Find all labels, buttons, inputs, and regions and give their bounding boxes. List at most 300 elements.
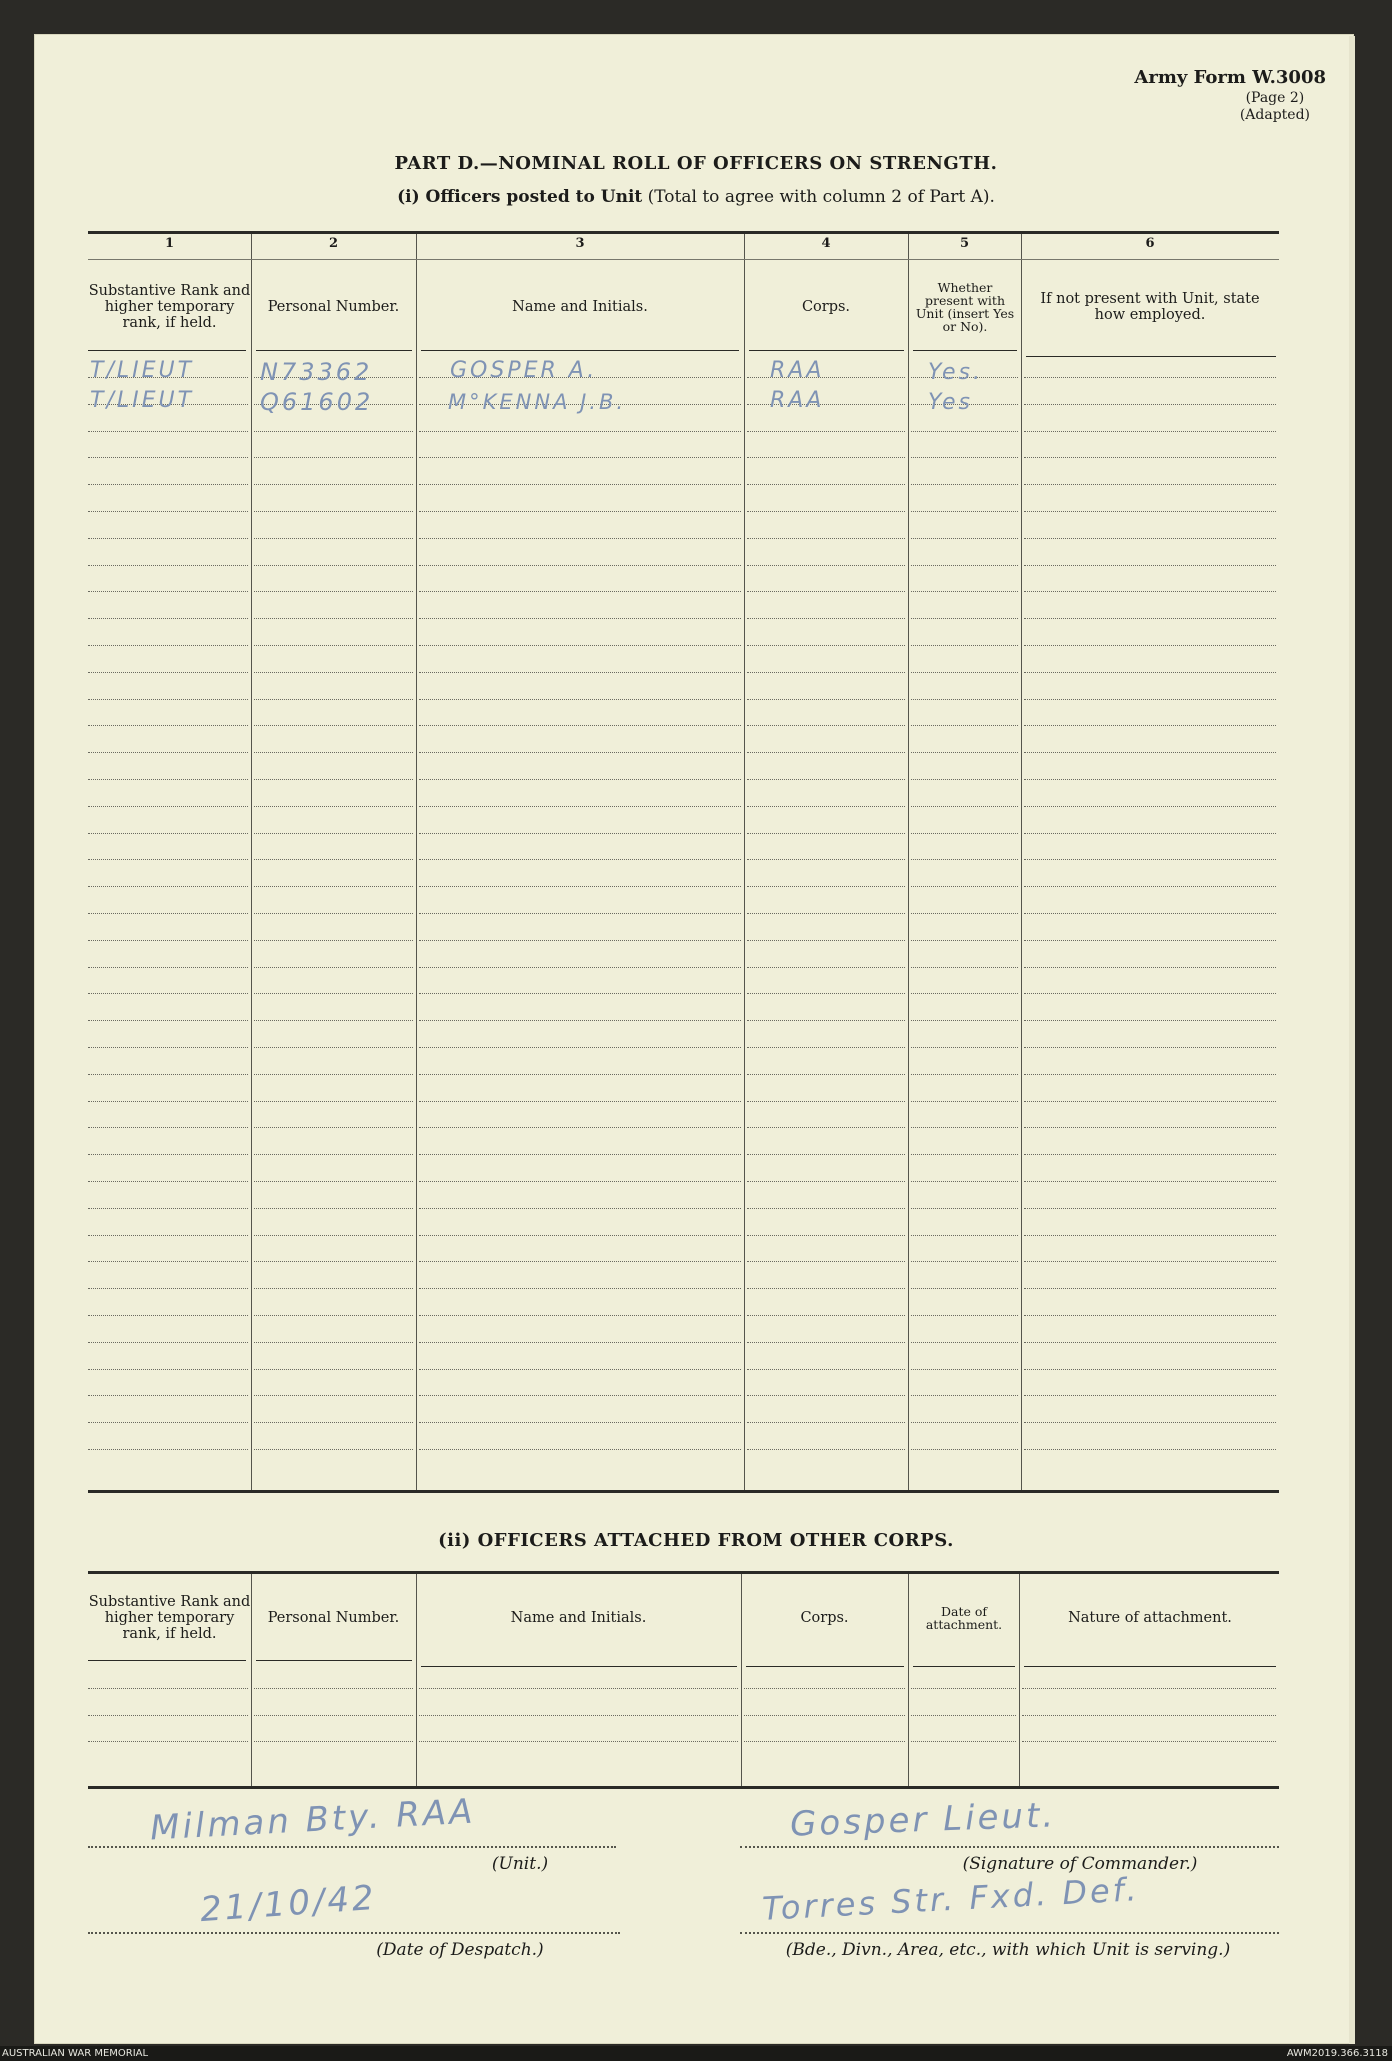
- entry-line: [911, 457, 1018, 458]
- column-header-personal-number: Personal Number.: [267, 299, 400, 315]
- entry-line: [1024, 1208, 1276, 1209]
- entry-line: [88, 725, 248, 726]
- entry-line: [88, 565, 248, 566]
- entry-line: [911, 484, 1018, 485]
- table-row-2-name: M°KENNA J.B.: [448, 390, 627, 414]
- entry-line: [88, 779, 248, 780]
- entry-line: [747, 484, 905, 485]
- section-i-heading: [0, 187, 1392, 207]
- entry-line: [911, 645, 1018, 646]
- entry-line: [747, 618, 905, 619]
- form-id: Army Form W.3008: [1134, 67, 1326, 88]
- entry-line: [419, 591, 741, 592]
- entry-line: [88, 993, 248, 994]
- entry-line: [88, 859, 248, 860]
- entry-line: [1024, 484, 1276, 485]
- entry-line: [747, 1208, 905, 1209]
- entry-line: [1024, 913, 1276, 914]
- entry-line: [254, 484, 413, 485]
- entry-line: [254, 967, 413, 968]
- entry-line: [911, 1395, 1018, 1396]
- entry-line: [911, 1235, 1018, 1236]
- signature-line: [740, 1846, 1279, 1848]
- column-header-present: Whether present with Unit (insert Yes or No).: [915, 280, 1015, 334]
- entry-line: [911, 1074, 1018, 1075]
- entry-line: [747, 967, 905, 968]
- entry-line: [254, 913, 413, 914]
- column-number-rule: [88, 259, 1279, 260]
- entry-line: [88, 940, 248, 941]
- table-row-1-corps: RAA: [770, 358, 825, 383]
- entry-line: [911, 1369, 1018, 1370]
- entry-line: [419, 752, 741, 753]
- entry-line: [1024, 591, 1276, 592]
- entry-line: [747, 1235, 905, 1236]
- entry-line: [254, 1208, 413, 1209]
- entry-line: [419, 484, 741, 485]
- entry-line: [88, 967, 248, 968]
- entry-line: [911, 859, 1018, 860]
- column-number: 4: [821, 236, 831, 251]
- entry-line: [254, 1395, 413, 1396]
- entry-line: [254, 565, 413, 566]
- entry-line: [88, 1235, 248, 1236]
- entry-line: [747, 1020, 905, 1021]
- entry-line: [747, 779, 905, 780]
- entry-line: [911, 1208, 1018, 1209]
- entry-line: [747, 725, 905, 726]
- entry-line: [911, 1047, 1018, 1048]
- entry-line: [254, 752, 413, 753]
- entry-line: [88, 1261, 248, 1262]
- entry-line: [88, 1688, 248, 1689]
- entry-line: [419, 1074, 741, 1075]
- entry-line: [1024, 859, 1276, 860]
- entry-line: [254, 1715, 413, 1716]
- entry-line: [1024, 967, 1276, 968]
- entry-line: [747, 431, 905, 432]
- entry-line: [419, 457, 741, 458]
- entry-line: [744, 1688, 905, 1689]
- entry-line: [1024, 1261, 1276, 1262]
- header-underline: [421, 350, 739, 351]
- entry-line: [254, 645, 413, 646]
- column-header-personal-number: Personal Number.: [267, 1610, 400, 1626]
- unit-line: [88, 1846, 616, 1848]
- entry-line: [744, 1715, 905, 1716]
- table-row-2-corps: RAA: [770, 388, 825, 413]
- entry-line: [747, 1047, 905, 1048]
- entry-line: [419, 1342, 741, 1343]
- entry-line: [419, 886, 741, 887]
- table-row-1-present: Yes.: [928, 360, 984, 385]
- entry-line: [747, 1422, 905, 1423]
- table-row-1-name: GOSPER A.: [450, 358, 598, 383]
- entry-line: [747, 1074, 905, 1075]
- entry-line: [911, 940, 1018, 941]
- entry-line: [747, 1395, 905, 1396]
- entry-line: [1024, 377, 1276, 378]
- section-ii-title: (ii) OFFICERS ATTACHED FROM OTHER CORPS.: [438, 1530, 954, 1551]
- column-header-corps: Corps.: [801, 299, 851, 315]
- archive-name: AUSTRALIAN WAR MEMORIAL: [2, 2048, 149, 2059]
- entry-line: [419, 1288, 741, 1289]
- entry-line: [419, 779, 741, 780]
- entry-line: [1024, 806, 1276, 807]
- entry-line: [254, 457, 413, 458]
- entry-line: [1024, 404, 1276, 405]
- entry-line: [911, 538, 1018, 539]
- header-underline: [1024, 1666, 1276, 1667]
- entry-line: [88, 1074, 248, 1075]
- entry-line: [911, 591, 1018, 592]
- entry-line: [419, 431, 741, 432]
- entry-line: [419, 833, 741, 834]
- entry-line: [1024, 457, 1276, 458]
- part-d-title: PART D.—NOMINAL ROLL OF OFFICERS ON STRENGTH.: [394, 153, 998, 174]
- column-header-name: Name and Initials.: [510, 1610, 647, 1626]
- entry-line: [911, 565, 1018, 566]
- header-underline: [913, 350, 1017, 351]
- table-row-1-number: N73362: [260, 358, 373, 386]
- entry-line: [911, 618, 1018, 619]
- entry-line: [419, 1020, 741, 1021]
- entry-line: [88, 913, 248, 914]
- entry-line: [747, 913, 905, 914]
- entry-line: [747, 886, 905, 887]
- entry-line: [254, 538, 413, 539]
- entry-line: [88, 618, 248, 619]
- header-underline: [913, 1666, 1015, 1667]
- entry-line: [88, 484, 248, 485]
- entry-line: [88, 1288, 248, 1289]
- entry-line: [911, 886, 1018, 887]
- unit-caption: (Unit.): [491, 1854, 549, 1874]
- entry-line: [88, 1020, 248, 1021]
- entry-line: [88, 1315, 248, 1316]
- entry-line: [1024, 993, 1276, 994]
- entry-line: [911, 1449, 1018, 1450]
- column-number: 6: [1145, 236, 1155, 251]
- entry-line: [911, 1181, 1018, 1182]
- entry-line: [1024, 645, 1276, 646]
- entry-line: [1024, 1074, 1276, 1075]
- table-row-2-number: Q61602: [260, 388, 374, 416]
- entry-line: [747, 1449, 905, 1450]
- entry-line: [747, 565, 905, 566]
- table-row-1-rank: T/LIEUT: [90, 358, 195, 383]
- entry-line: [88, 886, 248, 887]
- entry-line: [1024, 431, 1276, 432]
- entry-line: [254, 1154, 413, 1155]
- entry-line: [1024, 1127, 1276, 1128]
- entry-line: [88, 511, 248, 512]
- entry-line: [1024, 1154, 1276, 1155]
- column-header-rank: Substantive Rank and higher temporary rank, if held.: [88, 283, 251, 331]
- entry-line: [747, 859, 905, 860]
- entry-line: [254, 1235, 413, 1236]
- entry-line: [419, 1449, 741, 1450]
- header-underline: [746, 1666, 904, 1667]
- entry-line: [747, 1315, 905, 1316]
- entry-line: [419, 913, 741, 914]
- entry-line: [1024, 1342, 1276, 1343]
- entry-line: [911, 1020, 1018, 1021]
- entry-line: [747, 699, 905, 700]
- entry-line: [254, 699, 413, 700]
- entry-line: [911, 1127, 1018, 1128]
- entry-line: [747, 1369, 905, 1370]
- entry-line: [419, 565, 741, 566]
- entry-line: [1022, 1741, 1276, 1742]
- entry-line: [1024, 940, 1276, 941]
- entry-line: [1024, 699, 1276, 700]
- column-number: 1: [164, 236, 175, 251]
- entry-line: [88, 1101, 248, 1102]
- entry-line: [1024, 538, 1276, 539]
- entry-line: [747, 645, 905, 646]
- entry-line: [419, 1715, 738, 1716]
- column-header-date-of-attachment: Date of attachment.: [925, 1604, 1003, 1632]
- entry-line: [254, 1181, 413, 1182]
- form-page-info: [1240, 90, 1310, 124]
- entry-line: [911, 1315, 1018, 1316]
- entry-line: [254, 1741, 413, 1742]
- entry-line: [419, 699, 741, 700]
- entry-line: [88, 1181, 248, 1182]
- entry-line: [254, 1288, 413, 1289]
- entry-line: [88, 1715, 248, 1716]
- entry-line: [911, 1261, 1018, 1262]
- entry-line: [911, 1422, 1018, 1423]
- entry-line: [911, 1342, 1018, 1343]
- entry-line: [747, 1154, 905, 1155]
- entry-line: [254, 1342, 413, 1343]
- entry-line: [911, 1741, 1016, 1742]
- entry-line: [1024, 1449, 1276, 1450]
- column-header-corps: Corps.: [800, 1610, 849, 1626]
- entry-line: [911, 913, 1018, 914]
- entry-line: [88, 806, 248, 807]
- entry-line: [1024, 1047, 1276, 1048]
- entry-line: [1024, 1181, 1276, 1182]
- column-header-nature-of-attachment: Nature of attachment.: [1068, 1610, 1232, 1626]
- entry-line: [88, 1449, 248, 1450]
- entry-line: [419, 1154, 741, 1155]
- entry-line: [744, 1741, 905, 1742]
- entry-line: [747, 672, 905, 673]
- entry-line: [1024, 1101, 1276, 1102]
- entry-line: [911, 672, 1018, 673]
- entry-line: [419, 538, 741, 539]
- table-bottom-rule: [88, 1786, 1279, 1789]
- entry-line: [88, 1369, 248, 1370]
- entry-line: [419, 618, 741, 619]
- entry-line: [1024, 752, 1276, 753]
- entry-line: [254, 1261, 413, 1262]
- entry-line: [254, 1688, 413, 1689]
- entry-line: [419, 967, 741, 968]
- entry-line: [911, 779, 1018, 780]
- entry-line: [1022, 1688, 1276, 1689]
- entry-line: [419, 1369, 741, 1370]
- column-header-rank: Substantive Rank and higher temporary rank, if held.: [88, 1594, 251, 1642]
- formation-value: Torres Str. Fxd. Def.: [761, 1870, 1141, 1928]
- entry-line: [88, 1741, 248, 1742]
- header-underline: [256, 350, 412, 351]
- header-underline: [88, 1660, 246, 1661]
- entry-line: [1024, 565, 1276, 566]
- column-divider: [251, 1574, 252, 1786]
- entry-line: [747, 1342, 905, 1343]
- entry-line: [747, 833, 905, 834]
- entry-line: [419, 1422, 741, 1423]
- archive-footer: [0, 2046, 1392, 2061]
- entry-line: [88, 1154, 248, 1155]
- signature-caption: (Signature of Commander.): [962, 1854, 1198, 1874]
- entry-line: [254, 672, 413, 673]
- header-underline: [1026, 356, 1276, 357]
- entry-line: [419, 859, 741, 860]
- entry-line: [911, 833, 1018, 834]
- entry-line: [419, 1235, 741, 1236]
- column-divider: [251, 234, 252, 1490]
- entry-line: [747, 457, 905, 458]
- entry-line: [419, 511, 741, 512]
- entry-line: [88, 672, 248, 673]
- entry-line: [911, 806, 1018, 807]
- entry-line: [88, 591, 248, 592]
- form-adapted-note: (Adapted): [1239, 107, 1310, 123]
- despatch-date-caption: (Date of Despatch.): [376, 1940, 544, 1960]
- entry-line: [88, 645, 248, 646]
- column-divider: [908, 234, 909, 1490]
- entry-line: [88, 833, 248, 834]
- entry-line: [1024, 1020, 1276, 1021]
- table-bottom-rule: [88, 1490, 1279, 1493]
- formation-caption: (Bde., Divn., Area, etc., with which Unit is serving.): [785, 1940, 1231, 1960]
- entry-line: [419, 645, 741, 646]
- entry-line: [1024, 672, 1276, 673]
- entry-line: [1024, 1235, 1276, 1236]
- column-divider: [744, 234, 745, 1490]
- entry-line: [419, 993, 741, 994]
- entry-line: [911, 1154, 1018, 1155]
- entry-line: [911, 752, 1018, 753]
- entry-line: [1024, 1288, 1276, 1289]
- entry-line: [254, 1422, 413, 1423]
- entry-line: [747, 752, 905, 753]
- entry-line: [88, 1422, 248, 1423]
- entry-line: [88, 431, 248, 432]
- entry-line: [747, 538, 905, 539]
- entry-line: [254, 859, 413, 860]
- entry-line: [88, 1208, 248, 1209]
- entry-line: [419, 725, 741, 726]
- entry-line: [747, 591, 905, 592]
- entry-line: [254, 886, 413, 887]
- entry-line: [1024, 1395, 1276, 1396]
- entry-line: [88, 699, 248, 700]
- entry-line: [88, 1127, 248, 1128]
- entry-line: [254, 806, 413, 807]
- entry-line: [911, 725, 1018, 726]
- entry-line: [419, 1395, 741, 1396]
- despatch-date-value: 21/10/42: [198, 1877, 378, 1931]
- entry-line: [88, 538, 248, 539]
- entry-line: [419, 1127, 741, 1128]
- entry-line: [1024, 1422, 1276, 1423]
- entry-line: [254, 431, 413, 432]
- entry-line: [1024, 1315, 1276, 1316]
- entry-line: [254, 1020, 413, 1021]
- section-i-prefix: (i) Officers posted to Unit: [397, 187, 643, 207]
- unit-value: Milman Bty. RAA: [149, 1791, 477, 1849]
- entry-line: [254, 1449, 413, 1450]
- entry-line: [1024, 779, 1276, 780]
- column-number: 5: [959, 236, 970, 251]
- entry-line: [911, 1288, 1018, 1289]
- despatch-date-line: [88, 1932, 620, 1934]
- entry-line: [1024, 618, 1276, 619]
- header-underline: [749, 350, 904, 351]
- entry-line: [1022, 1715, 1276, 1716]
- entry-line: [1024, 1369, 1276, 1370]
- entry-line: [1024, 833, 1276, 834]
- entry-line: [254, 591, 413, 592]
- entry-line: [1024, 725, 1276, 726]
- entry-line: [911, 431, 1018, 432]
- entry-line: [911, 993, 1018, 994]
- section-i-note: (Total to agree with column 2 of Part A).: [647, 187, 995, 207]
- table-row-2-rank: T/LIEUT: [90, 388, 195, 413]
- entry-line: [911, 511, 1018, 512]
- entry-line: [254, 618, 413, 619]
- entry-line: [1024, 511, 1276, 512]
- entry-line: [747, 1127, 905, 1128]
- entry-line: [254, 1101, 413, 1102]
- entry-line: [254, 833, 413, 834]
- entry-line: [254, 779, 413, 780]
- entry-line: [419, 1315, 741, 1316]
- entry-line: [747, 940, 905, 941]
- entry-line: [911, 699, 1018, 700]
- entry-line: [419, 806, 741, 807]
- entry-line: [747, 1288, 905, 1289]
- entry-line: [254, 511, 413, 512]
- entry-line: [1024, 886, 1276, 887]
- column-divider: [908, 1574, 909, 1786]
- entry-line: [88, 1342, 248, 1343]
- archive-reference: AWM2019.366.3118: [1286, 2048, 1388, 2059]
- entry-line: [419, 1261, 741, 1262]
- entry-line: [419, 940, 741, 941]
- entry-line: [419, 1047, 741, 1048]
- column-divider: [416, 234, 417, 1490]
- entry-line: [254, 993, 413, 994]
- table-row-2-present: Yes: [928, 390, 974, 415]
- entry-line: [911, 1101, 1018, 1102]
- entry-line: [747, 1101, 905, 1102]
- entry-line: [254, 1127, 413, 1128]
- commander-signature: Gosper Lieut.: [789, 1795, 1057, 1845]
- column-divider: [1021, 234, 1022, 1490]
- entry-line: [419, 1181, 741, 1182]
- entry-line: [911, 1715, 1016, 1716]
- entry-line: [88, 752, 248, 753]
- entry-line: [747, 1181, 905, 1182]
- entry-line: [88, 1047, 248, 1048]
